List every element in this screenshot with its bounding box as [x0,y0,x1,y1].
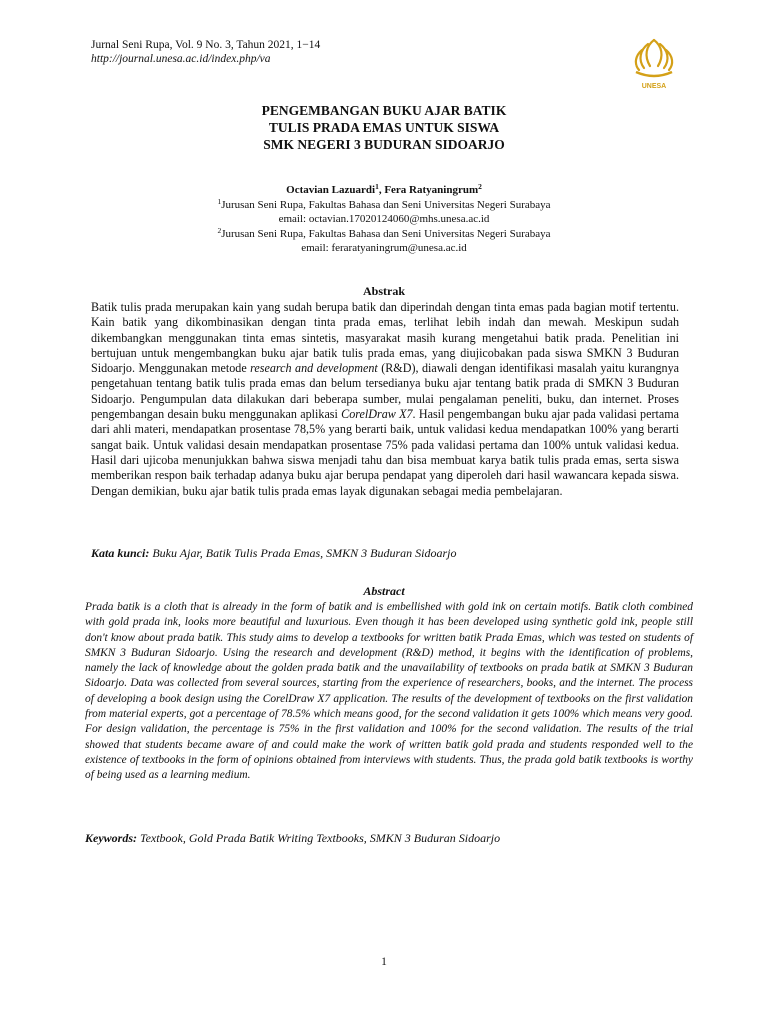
unesa-logo-icon [632,36,676,92]
abstrak-body [91,300,679,499]
author-block [0,183,768,256]
logo-text: UNESA [641,83,667,90]
title-line: SMK NEGERI 3 BUDURAN SIDOARJO [263,137,505,152]
kata-kunci [91,546,456,561]
abstrak-text: Batik tulis prada merupakan kain yang sudah berupa batik dan diperindah dengan tinta emas pada bagian motif tertentu. Kain batik yang dikombinasikan dengan tinta prada emas, terlihat lebih indah dan mewah. Meskipun sudah dikembangkan menggunakan tinta emas sintetis, masyarakat masih kurang mengetahui batik prada. Penelitian ini bertujuan untuk mengembangkan buku ajar batik tulis prada emas, yang diujicobakan pada siswa SMKN 3 Buduran Sidoarjo. Menggunakan metode [91,300,679,376]
title-line: TULIS PRADA EMAS UNTUK SISWA [268,120,500,135]
page-number: 1 [381,956,387,968]
author-email: email: feraratyaningrum@unesa.ac.id [301,242,467,254]
affiliation-superscript: 1 [217,196,222,206]
abstrak-italic-term: CorelDraw X7 [341,407,413,422]
abstrak-heading: Abstrak [362,284,405,298]
kata-kunci-label: Kata kunci: [91,546,150,560]
affiliation [0,227,768,242]
author-separator: , [378,184,385,196]
author-name: Fera Ratyaningrum [384,184,479,196]
author-name: Octavian Lazuardi [286,184,376,196]
affiliation-text: Jurusan Seni Rupa, Fakultas Bahasa dan Seni Universitas Negeri Surabaya [221,227,551,240]
journal-url[interactable]: http://journal.unesa.ac.id/index.php/va [91,53,271,65]
keywords-text: Textbook, Gold Prada Batik Writing Textbooks, SMKN 3 Buduran Sidoarjo [137,831,501,845]
abstrak-text: (R&D), diawali dengan identifikasi masalah yaitu kurangnya pengetahuan tentang batik tulis prada emas dan belum tersedianya buku ajar tentang batik prada di SMKN 3 Buduran Sidoarjo. Pengumpulan data dilakukan dari beberapa sumber, mulai pengalaman peneliti, buku, dan internet. Proses pengembangan desain buku menggunakan aplikasi [91,361,680,422]
affiliation-text: Jurusan Seni Rupa, Fakultas Bahasa dan Seni Universitas Negeri Surabaya [221,198,551,211]
abstrak-italic-term: research and development [250,361,378,376]
author-superscript: 2 [478,182,482,191]
keywords-label: Keywords: [85,831,137,845]
abstract-body: Prada batik is a cloth that is already in the form of batik and is embellished with gold ink on certain motifs. Batik cloth combined with gold prada ink, looks more beautiful and luxurious. Even though it has been developed using synthetic gold ink, people still don't know about prada batik. This study aims to develop a textbooks for written batik Prada Emas, which was tested on students of SMKN 3 Buduran Sidoarjo. Using the research and development (R&D) method, it begins with the identification of problems, namely the lack of knowledge about the golden prada batik and the unavailability of textbooks on prada batik at SMKN 3 Buduran Sidoarjo. Data was collected from several sources, starting from the experience of researchers, books, and the internet. The process of developing a book design using the CorelDraw X7 application. The results of the development of textbooks on the first validation from material experts, got a percentage of 78.5% which means good, for the second validation it gets 100% which means very good. For design validation, the percentage is 75% in the first validation and 100% for the second validation. The results of the trial showed that students became aware of and could make the work of written batik gold prada and students responded well to the existence of textbooks in the form of opinions obtained from interviews with students. Thus, the prada gold batik textbooks is worthy of being used as a learning medium. [85,601,693,782]
abstract-heading: Abstract [363,584,405,598]
journal-citation: Jurnal Seni Rupa, Vol. 9 No. 3, Tahun 2021, 1−14 [91,39,321,51]
affiliation-superscript: 2 [217,225,222,235]
kata-kunci-text: Buku Ajar, Batik Tulis Prada Emas, SMKN 3 Buduran Sidoarjo [149,546,457,560]
abstrak-text: . Hasil pengembangan buku ajar pada validasi pertama dari ahli materi, mendapatkan prosentase 78,5% yang berarti baik, untuk validasi kedua mendapatkan 100% yang berarti sangat baik. Untuk validasi desain mendapatkan prosentase 75% pada validasi pertama dan 100% untuk validasi kedua. Hasil dari ujicoba menunjukkan bahwa siswa menjadi tahu dan bisa membuat karya batik tulis prada emas, serta siswa memberikan respon baik terhadap adanya buku ajar berupa pendapat yang diperoleh dari hasil wawancara kepada siswa. Dengan demikian, buku ajar batik tulis prada emas layak digunakan sebagai media pembelajaran. [91,407,679,498]
title-line: PENGEMBANGAN BUKU AJAR BATIK [261,103,507,118]
author-names [0,183,768,198]
journal-header [91,38,320,66]
affiliation [0,198,768,213]
author-email: email: octavian.17020124060@mhs.unesa.ac.id [278,213,490,225]
keywords [85,831,500,846]
author-superscript: 1 [375,182,379,191]
paper-title [0,102,768,153]
